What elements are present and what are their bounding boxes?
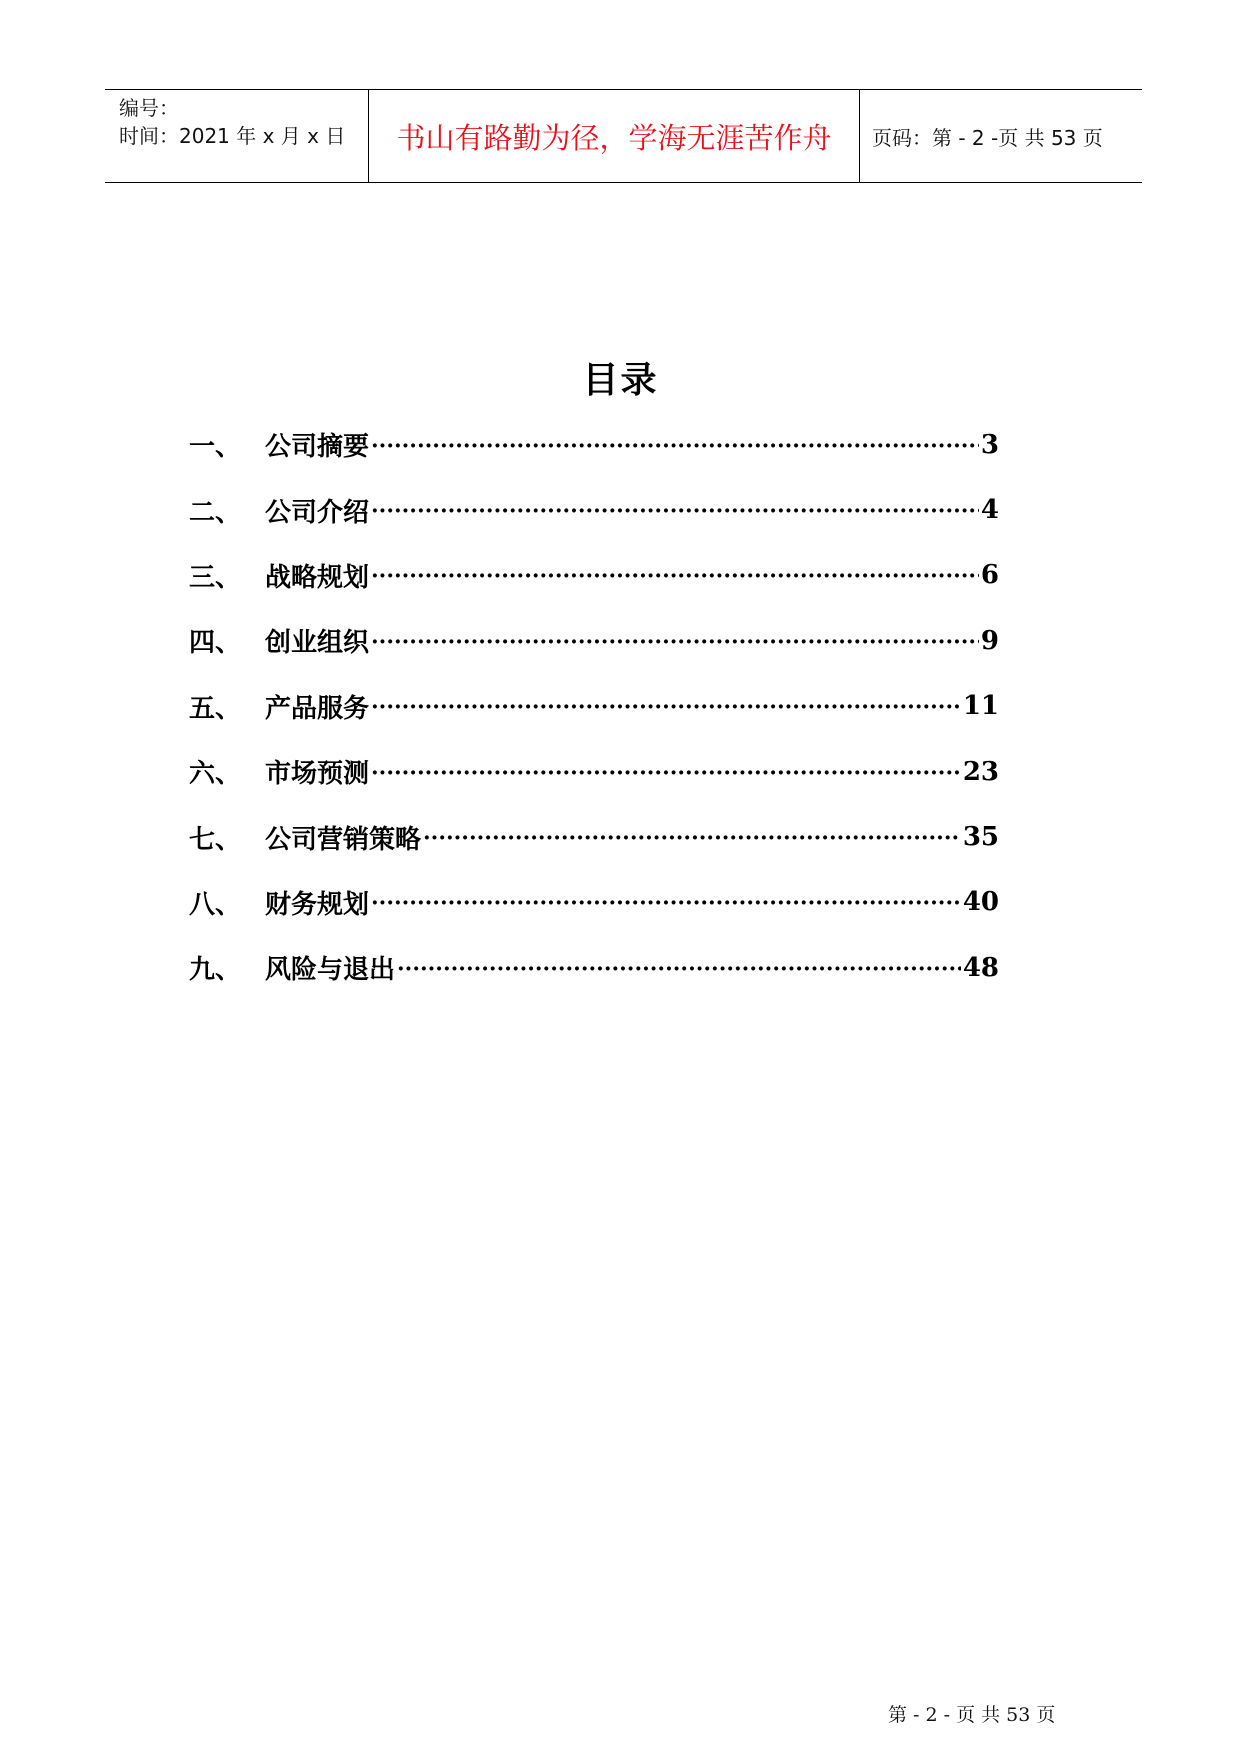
toc-dot-leader xyxy=(371,760,961,786)
toc-item-page: 11 xyxy=(962,691,999,722)
date-text: 时间：2021 年 x 月 x 日 xyxy=(119,124,346,148)
toc-item-label: 战略规划 xyxy=(265,562,370,593)
motto-text: 书山有路勤为径，学海无涯苦作舟 xyxy=(396,120,832,155)
table-of-contents xyxy=(189,412,999,1001)
toc-dot-leader xyxy=(371,563,979,589)
serial-number-label: 编号： xyxy=(119,96,179,120)
toc-item-number: 二、 xyxy=(189,497,242,528)
toc-item-page: 4 xyxy=(980,495,999,526)
toc-item-page: 9 xyxy=(980,625,999,656)
toc-item-label: 风险与退出 xyxy=(265,955,396,986)
toc-title: 目录 xyxy=(582,359,659,401)
toc-item-number: 五、 xyxy=(189,693,242,724)
header-info-cell xyxy=(105,90,369,182)
toc-item-page: 6 xyxy=(980,560,999,591)
toc-item-label: 公司营销策略 xyxy=(265,824,422,855)
toc-item[interactable] xyxy=(189,935,999,1000)
toc-dot-leader xyxy=(371,629,979,655)
toc-dot-leader xyxy=(371,890,961,916)
page-header xyxy=(105,89,1142,183)
toc-item[interactable] xyxy=(189,412,999,477)
toc-item-number: 六、 xyxy=(189,759,242,790)
header-motto-cell xyxy=(369,90,860,182)
toc-item-number: 一、 xyxy=(189,432,242,463)
toc-item-label: 创业组织 xyxy=(265,628,370,659)
toc-item[interactable] xyxy=(189,608,999,673)
toc-item-page: 40 xyxy=(962,887,999,918)
toc-item-number: 九、 xyxy=(189,955,242,986)
toc-item-number: 四、 xyxy=(189,628,242,659)
toc-dot-leader xyxy=(397,956,961,982)
toc-item-page: 48 xyxy=(962,952,999,983)
toc-item-number: 八、 xyxy=(189,889,242,920)
toc-item-label: 公司摘要 xyxy=(265,432,370,463)
toc-item-label: 公司介绍 xyxy=(265,497,370,528)
toc-item-page: 35 xyxy=(962,822,999,853)
toc-item-label: 财务规划 xyxy=(265,889,370,920)
header-page-cell xyxy=(860,90,1142,182)
toc-item-label: 产品服务 xyxy=(265,693,370,724)
toc-dot-leader xyxy=(371,433,979,459)
toc-item-page: 3 xyxy=(980,429,999,460)
toc-item-page: 23 xyxy=(962,756,999,787)
toc-item[interactable] xyxy=(189,804,999,869)
toc-item[interactable] xyxy=(189,477,999,542)
header-page-number: 页码：第 - 2 -页 共 53 页 xyxy=(872,125,1103,150)
toc-item[interactable] xyxy=(189,870,999,935)
toc-item[interactable] xyxy=(189,543,999,608)
toc-item-number: 七、 xyxy=(189,824,242,855)
toc-item[interactable] xyxy=(189,739,999,804)
toc-dot-leader xyxy=(423,825,961,851)
toc-item[interactable] xyxy=(189,674,999,739)
toc-item-label: 市场预测 xyxy=(265,759,370,790)
toc-dot-leader xyxy=(371,694,961,720)
page-footer: 第 - 2 - 页 共 53 页 xyxy=(888,1704,1056,1726)
toc-dot-leader xyxy=(371,498,979,524)
toc-item-number: 三、 xyxy=(189,562,242,593)
